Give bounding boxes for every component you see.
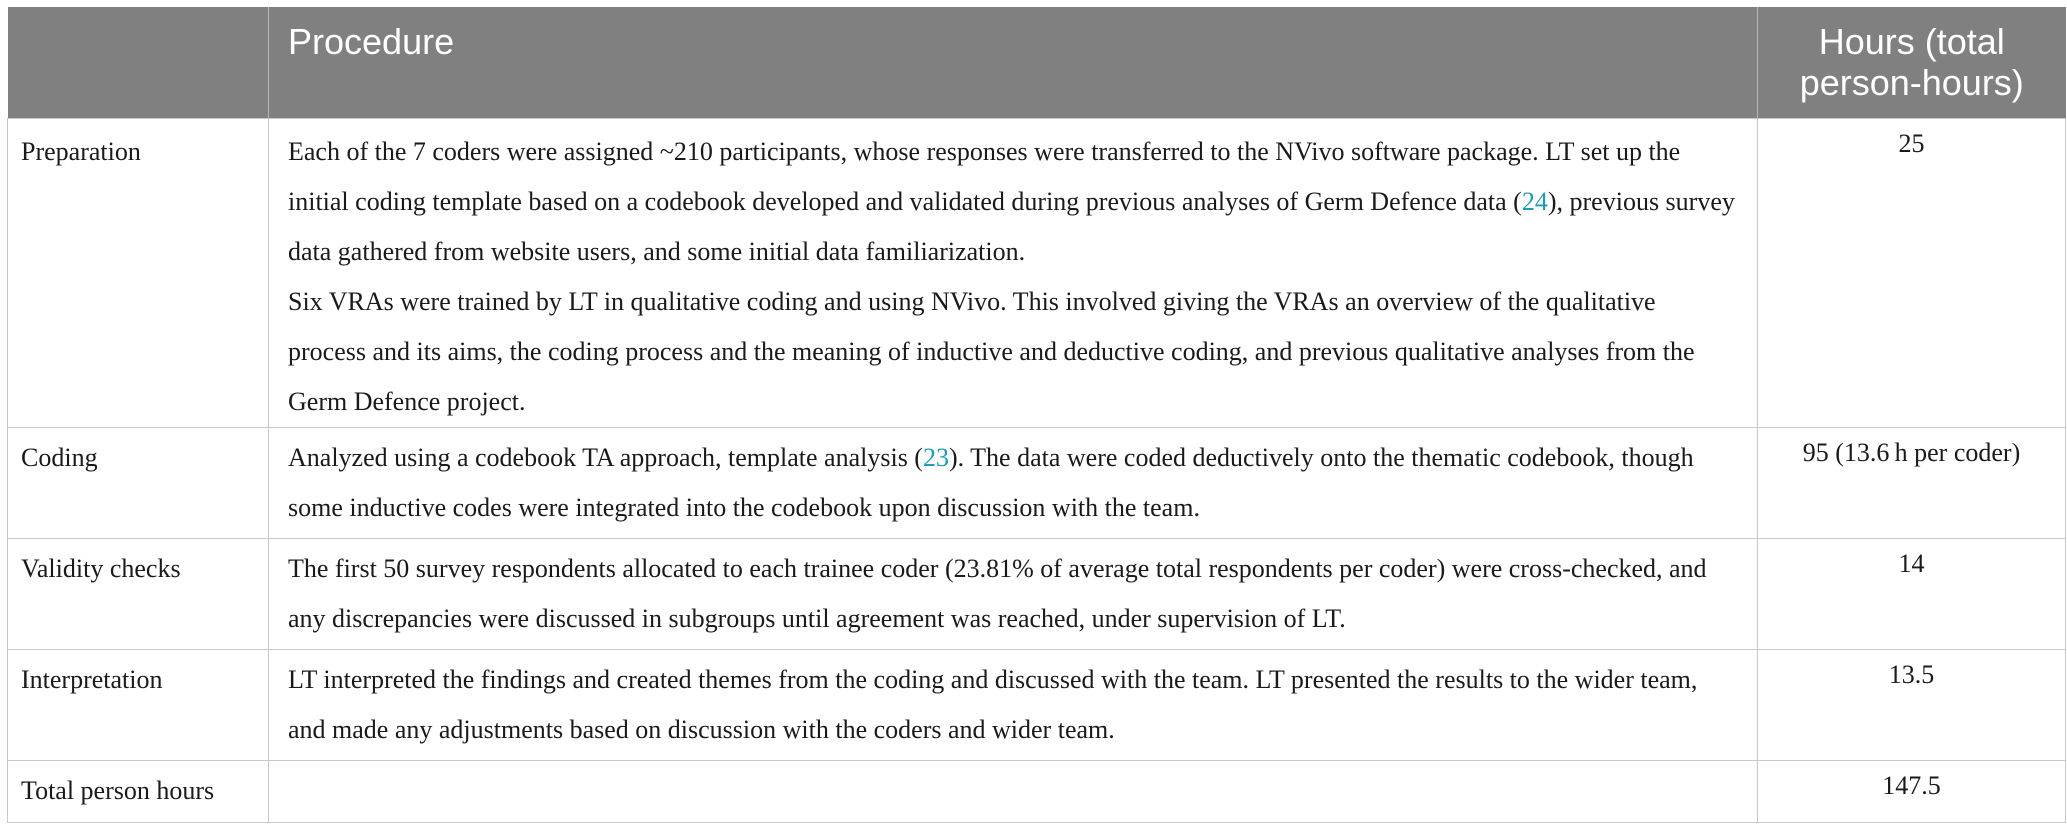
procedure-paragraph [288,544,1738,644]
procedure-cell-empty [269,760,1758,822]
stage-cell: Total person hours [8,760,269,822]
procedure-hours-table [7,7,2066,823]
procedure-paragraph [288,277,1738,427]
procedure-paragraph [288,433,1738,533]
hours-cell: 25 [1758,118,2066,427]
procedure-paragraph [288,655,1738,755]
stage-cell: Preparation [8,118,269,427]
table-row-total [8,760,2066,822]
procedure-text: The first 50 survey respondents allocated to each trainee coder (23.81% of average total respondents per coder) were cross-checked, and any discrepancies were discussed in subgroups until agreement was reached, under supervision of LT. [288,553,1707,633]
procedure-cell [269,538,1758,649]
table-row [8,649,2066,760]
table-row [8,538,2066,649]
header-hours: Hours (total person-hours) [1758,7,2066,118]
procedure-text: Analyzed using a codebook TA approach, template analysis ( [288,442,923,472]
stage-cell: Coding [8,427,269,538]
header-procedure: Procedure [269,7,1758,118]
hours-cell: 14 [1758,538,2066,649]
procedure-hours-table-container [7,7,2065,823]
hours-cell: 95 (13.6 h per coder) [1758,427,2066,538]
procedure-cell [269,427,1758,538]
hours-cell-total: 147.5 [1758,760,2066,822]
table-row [8,427,2066,538]
reference-link[interactable]: 24 [1521,186,1548,216]
stage-cell: Interpretation [8,649,269,760]
procedure-paragraph [288,127,1738,277]
procedure-cell [269,649,1758,760]
reference-link[interactable]: 23 [922,442,949,472]
header-row [8,7,2066,118]
hours-cell: 13.5 [1758,649,2066,760]
procedure-text: Each of the 7 coders were assigned ~210 participants, whose responses were transferred to the NVivo software package. LT set up the initial coding template based on a codebook developed and validated during previous analyses of Germ Defence data ( [288,136,1681,216]
stage-cell: Validity checks [8,538,269,649]
procedure-text: ), previous survey data gathered from website users, and some initial data familiarization. [288,186,1735,266]
procedure-text: Six VRAs were trained by LT in qualitative coding and using NVivo. This involved giving the VRAs an overview of the qualitative process and its aims, the coding process and the meaning of inductive and deductive coding, and previous qualitative analyses from the Germ Defence project. [288,286,1695,416]
procedure-text: ). The data were coded deductively onto the thematic codebook, though some inductive codes were integrated into the codebook upon discussion with the team. [288,442,1694,522]
procedure-cell [269,118,1758,427]
procedure-text: LT interpreted the findings and created themes from the coding and discussed with the team. LT presented the results to the wider team, and made any adjustments based on discussion with the coders and wider team. [288,664,1698,744]
header-stage [8,7,269,118]
table-row [8,118,2066,427]
